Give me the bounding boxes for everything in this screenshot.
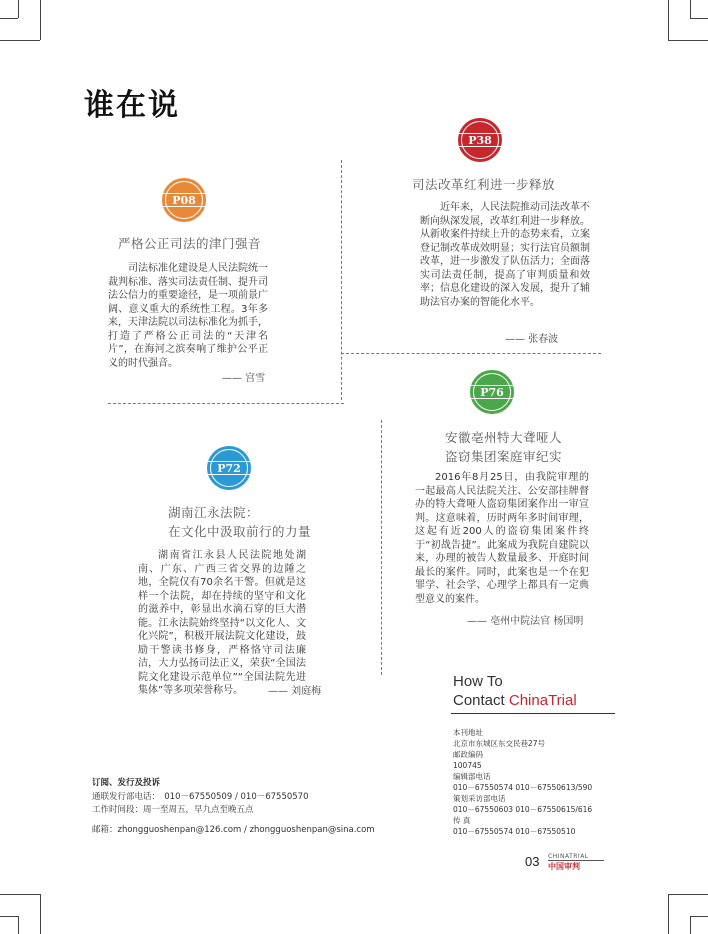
section-author: —— 张春波 — [505, 334, 559, 345]
section-body: 司法标准化建设是人民法院统一裁判标准、落实司法责任制、提升司法公信力的重要途径，是一项前景广阔、意义重大的系统性工程。3年多来，天津法院以司法标准化为抓手，打造了严格公正司法的“天津名片”，在海河之滨奏响了维护公平正义的时代强音。 — [108, 263, 268, 369]
crop-mark — [0, 18, 18, 19]
contact-line: 编辑部电话 — [453, 772, 491, 781]
contact-line: 传 真 — [453, 816, 471, 825]
badge-p72 — [207, 446, 251, 490]
badge-label: P38 — [468, 133, 492, 147]
contact-line: 北京市东城区东交民巷27号 — [453, 739, 546, 748]
crop-mark — [668, 0, 669, 40]
section-author: —— 宫雪 — [222, 373, 266, 384]
section-title-line: 在文化中汲取前行的力量 — [168, 524, 312, 539]
page-number: 03 — [525, 854, 540, 869]
crop-mark — [690, 916, 691, 934]
section-author: —— 刘庭梅 — [268, 686, 322, 697]
badge-p08 — [162, 178, 206, 222]
subscription-hours: 工作时间段：周一至周五，早九点至晚五点 — [92, 805, 254, 815]
subscription-phone: 通联发行部电话： 010－67550509 / 010－67550570 — [92, 792, 309, 802]
section-title — [412, 175, 612, 194]
section-body: 近年来，人民法院推动司法改革不断向纵深发展，改革红利进一步释放。从新收案件持续上升的态势来看，立案登记制改革成效明显；实行法官员额制改革，进一步激发了队伍活力；全面落实司法责任制，提高了审判质量和效率；信息化建设的深入发展，提升了辅助法官办案的智能化水平。 — [420, 202, 590, 308]
section-title-line: 湖南江永法院： — [168, 505, 260, 520]
badge-label: P76 — [480, 385, 504, 399]
crop-mark — [0, 40, 40, 41]
badge-label: P72 — [217, 461, 241, 475]
section-body: 湖南省江永县人民法院地处湖南、广东、广西三省交界的边陲之地，全院仅有70余名干警。但就是这样一个法院，却在持续的坚守和文化的滋养中，彰显出水滴石穿的巨大潜能。江永法院始终坚持“以文化人、文化兴院”，积极开展法院文化建设，鼓励干警读书修身，严格恪守司法廉洁，大力弘扬司法正义，荣获“全国法院文化建设示范单位”“全国法院先进集体”等多项荣誉称号。 — [138, 550, 306, 696]
badge-p76 — [470, 370, 514, 414]
crop-mark — [668, 894, 708, 895]
badge-p38 — [458, 118, 502, 162]
contact-line: 010－67550574 010－67550613/590 — [453, 783, 593, 792]
section-body: 2016年8月25日，由我院审理的一起最高人民法院关注、公安部挂牌督办的特大聋哑人盗窃集团案作出一审宣判。这意味着，历时两年多时间审理，这起有近200人的盗窃集团案件终于“初战告捷”。此案成为我院自建院以来，办理的被告人数量最多、开庭时间最长的案件。同时，此案也是一个在犯罪学、社会学、心理学上都具有一定典型意义的案件。 — [415, 472, 589, 605]
contact-line: 策划采访部电话 — [453, 794, 506, 803]
contact-title-line1: How To — [453, 673, 503, 690]
divider — [341, 160, 342, 400]
section-title-line: 安徽亳州特大聋哑人 — [445, 430, 563, 445]
badge-label: P08 — [172, 193, 196, 207]
section-author: —— 亳州中院法官 杨国明 — [467, 616, 584, 627]
contact-line: 邮政编码 — [453, 750, 483, 759]
contact-line: 100745 — [453, 761, 482, 770]
contact-title-line2 — [453, 692, 577, 709]
section-title-line: 盗窃集团案庭审纪实 — [445, 449, 563, 464]
crop-mark — [0, 894, 40, 895]
magazine-name-cn: 中国审判 — [548, 862, 580, 871]
section-title-line: 严格公正司法的津门强音 — [118, 236, 262, 251]
divider — [341, 353, 601, 354]
section-title — [118, 234, 318, 253]
divider — [451, 713, 615, 714]
contact-line: 010－67550574 010－67550510 — [453, 827, 576, 836]
magazine-name-en: CHINATRIAL — [548, 853, 589, 860]
section-title-line: 司法改革红利进一步释放 — [412, 177, 556, 192]
contact-brand: ChinaTrial — [508, 692, 577, 709]
subscription-heading: 订阅、发行及投诉 — [92, 778, 161, 788]
section-title — [445, 428, 645, 466]
crop-mark — [690, 916, 708, 917]
contact-title-prefix: Contact — [453, 692, 509, 709]
crop-mark — [18, 0, 19, 18]
crop-mark — [690, 18, 708, 19]
crop-mark — [668, 40, 708, 41]
contact-line: 本刊地址 — [453, 728, 483, 737]
crop-mark — [0, 916, 18, 917]
crop-mark — [40, 0, 41, 40]
crop-mark — [690, 0, 691, 18]
subscription-email: 邮箱：zhongguoshenpan@126.com / zhongguoshenpan@sina.com — [92, 825, 375, 835]
crop-mark — [18, 916, 19, 934]
page-title: 谁在说 — [84, 88, 180, 123]
crop-mark — [668, 894, 669, 934]
divider — [108, 403, 344, 404]
crop-mark — [40, 894, 41, 934]
contact-line: 010－67550603 010－67550615/616 — [453, 805, 593, 814]
section-title — [168, 503, 368, 541]
divider — [381, 420, 382, 675]
